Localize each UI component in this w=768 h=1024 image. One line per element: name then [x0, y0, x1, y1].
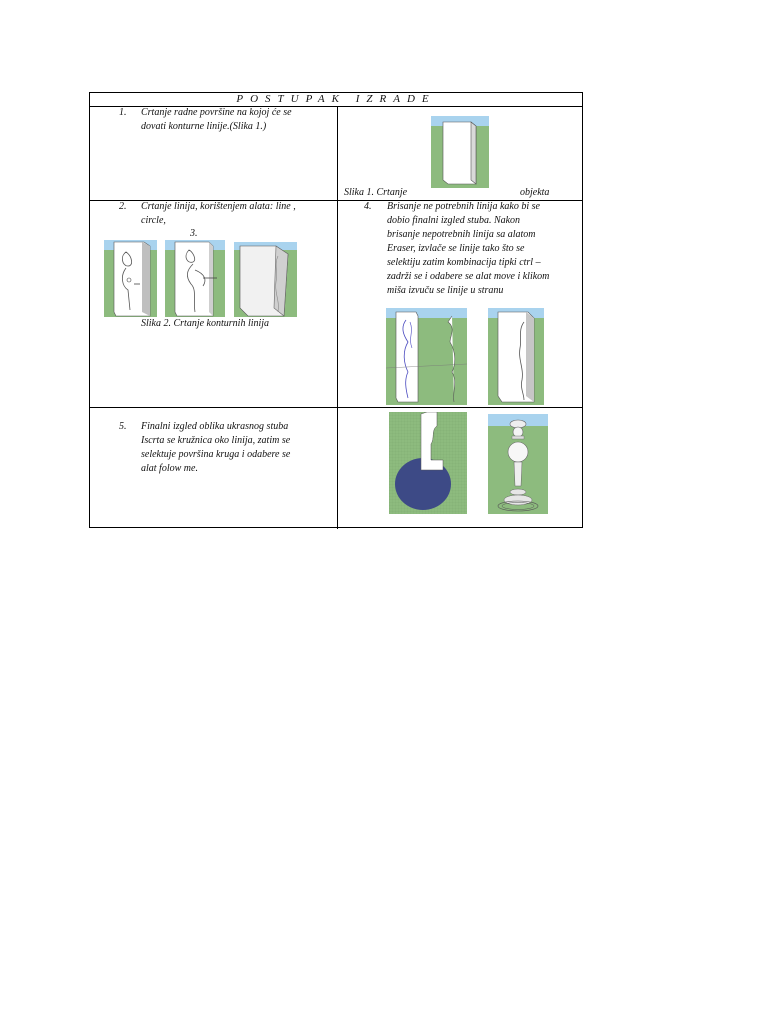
row-divider [90, 407, 582, 408]
step-4-number: 4. [364, 201, 372, 212]
step-2-line-2: circle, [141, 215, 166, 226]
step-5-line-2: Iscrta se kružnica oko linija, zatim se [141, 435, 291, 446]
slika-2-image-1 [104, 240, 157, 317]
step-4-line-7: miša izvuču se linije u stranu [387, 285, 504, 296]
slika-1-image [431, 116, 489, 188]
step-4-image-2 [488, 308, 544, 405]
step-1-number: 1. [119, 107, 127, 118]
step-3-number: 3. [190, 228, 198, 239]
step-5-line-4: alat folow me. [141, 463, 198, 474]
step-1-line-1: Crtanje radne površine na kojoj će se [141, 107, 292, 118]
step-5-image-2 [488, 414, 548, 514]
step-4-line-1: Brisanje ne potrebnih linija kako bi se [387, 201, 540, 212]
step-4-line-5: selektiju zatim kombinacija tipki ctrl – [387, 257, 541, 268]
step-5-line-3: selektuje površina kruga i odabere se [141, 449, 291, 460]
table-title: POSTUPAK IZRADE [236, 93, 436, 105]
step-4-line-6: zadrži se i odabere se alat move i klikom [387, 271, 550, 282]
step-4-line-4: Eraser, izvlače se linije tako što se [387, 243, 525, 254]
step-2-number: 2. [119, 201, 127, 212]
slika-2-image-3 [234, 242, 297, 317]
step-5-image-1 [389, 412, 467, 514]
step-4-line-2: dobio finalni izgled stuba. Nakon [387, 215, 521, 226]
step-4-line-3: brisanje nepotrebnih linija sa alatom [387, 229, 536, 240]
slika-2-caption: Slika 2. Crtanje konturnih linija [141, 318, 270, 329]
column-divider [337, 106, 338, 529]
step-1-line-2: dovati konturne linije.(Slika 1.) [141, 121, 267, 132]
step-5-number: 5. [119, 421, 127, 432]
slika-2-image-2 [165, 240, 225, 317]
slika-1-caption-end: objekta [520, 187, 550, 198]
step-4-image-1 [386, 308, 467, 405]
step-5-line-1: Finalni izgled oblika ukrasnog stuba [141, 421, 289, 432]
slika-1-caption: Slika 1. Crtanje [344, 187, 408, 198]
step-2-line-1: Crtanje linija, korištenjem alata: line , [141, 201, 296, 212]
